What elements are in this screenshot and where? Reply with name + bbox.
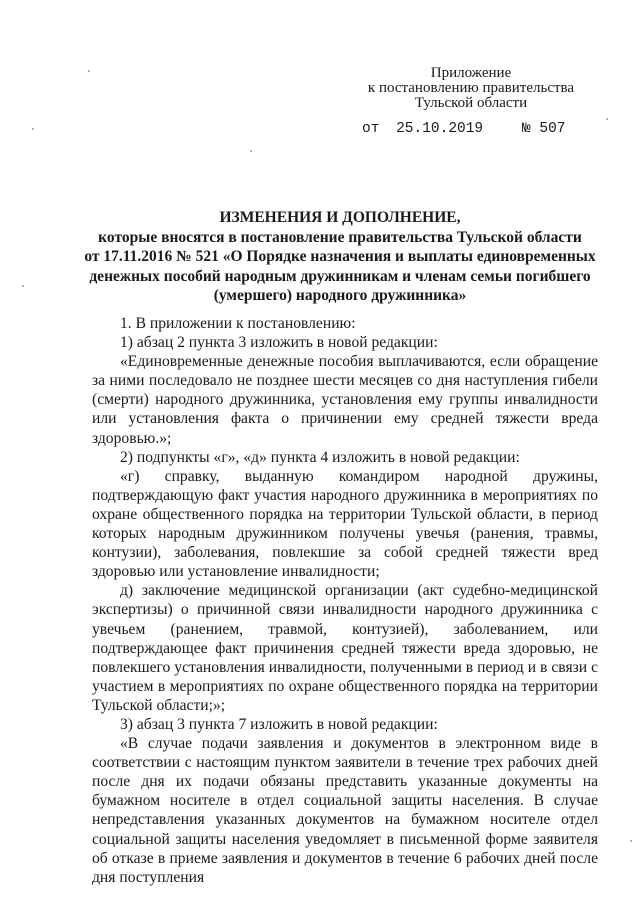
date-value: 25.10.2019 xyxy=(396,121,484,137)
title-line-2: которые вносятся в постановление правительства Тульской области xyxy=(98,228,582,246)
paragraph-4: 2) подпункты «г», «д» пункта 4 изложить в новой редакции: xyxy=(120,448,520,466)
paragraph-7: 3) абзац 3 пункта 7 изложить в новой редакции: xyxy=(120,715,438,733)
document-number: № 507 xyxy=(522,121,566,137)
scan-speck xyxy=(22,285,24,287)
scan-speck xyxy=(32,128,34,130)
title-line-3: от 17.11.2016 № 521 «О Порядке назначения и выплаты единовременных xyxy=(84,248,596,266)
paragraph-8: «В случае подачи заявления и документов в электронном виде в соответствии с настоящим пунктом заявители в течение трех рабочих дней после дня их подачи обязаны представить указанные документы на бумажном носителе в отдел социальной защиты населения. В случае непредставления указанных документов на бумажном носителе отдел социальной защиты населения уведомляет в письменной форме заявителя об отказе в приеме заявления и документов в течение 6 рабочих дней после дня поступления xyxy=(92,735,598,886)
paragraph-1: 1. В приложении к постановлению: xyxy=(120,315,356,332)
appendix-line-3: Тульской области xyxy=(414,95,528,111)
paragraph-6: д) заключение медицинской организации (акт судебно-медицинской экспертизы) о причинной связи инвалидности народного дружинника с увечьем (ранением, травмой, контузией), заболеванием, или подтверждающее факт причинения средней тяжести вреда здоровью, не повлекшего установления инвалидности, полученными в период и в связи с участием в мероприятиях по охране общественного порядка на территории Тульской области;»; xyxy=(92,582,598,714)
date-number-line xyxy=(362,121,602,137)
scan-speck xyxy=(606,118,608,120)
document-body xyxy=(92,314,598,887)
appendix-line-2: к постановлению правительства xyxy=(367,80,575,96)
appendix-line-1: Приложение xyxy=(430,65,512,81)
paragraph-2: 1) абзац 2 пункта 3 изложить в новой редакции: xyxy=(120,334,438,352)
title-line-4: денежных пособий народным дружинникам и членам семьи погибшего xyxy=(89,267,591,285)
scan-speck xyxy=(630,840,632,842)
title-line-1: ИЗМЕНЕНИЯ И ДОПОЛНЕНИЕ, xyxy=(219,209,461,226)
date-prefix: от xyxy=(362,121,380,137)
document-title xyxy=(84,208,596,306)
paragraph-5: «г) справку, выданную командиром народной дружины, подтверждающую факт участия народного дружинника в мероприятиях по охране общественного порядка на территории Тульской области, в период которых народным дружинником получены увечья (ранения, травмы, контузии), заболевания, повлекшие за собой средней тяжести вред здоровью или установление инвалидности; xyxy=(92,467,598,581)
scan-speck xyxy=(88,70,90,72)
appendix-header xyxy=(356,66,586,111)
paragraph-3: «Единовременные денежные пособия выплачиваются, если обращение за ними последовало не позднее шести месяцев со дня наступления гибели (смерти) народного дружинника, установления ему группы инвалидности или установления факта о причинении ему средней тяжести вреда здоровью.»; xyxy=(92,353,598,447)
scan-speck xyxy=(250,150,252,152)
title-line-5: (умершего) народного дружинника» xyxy=(213,287,467,305)
